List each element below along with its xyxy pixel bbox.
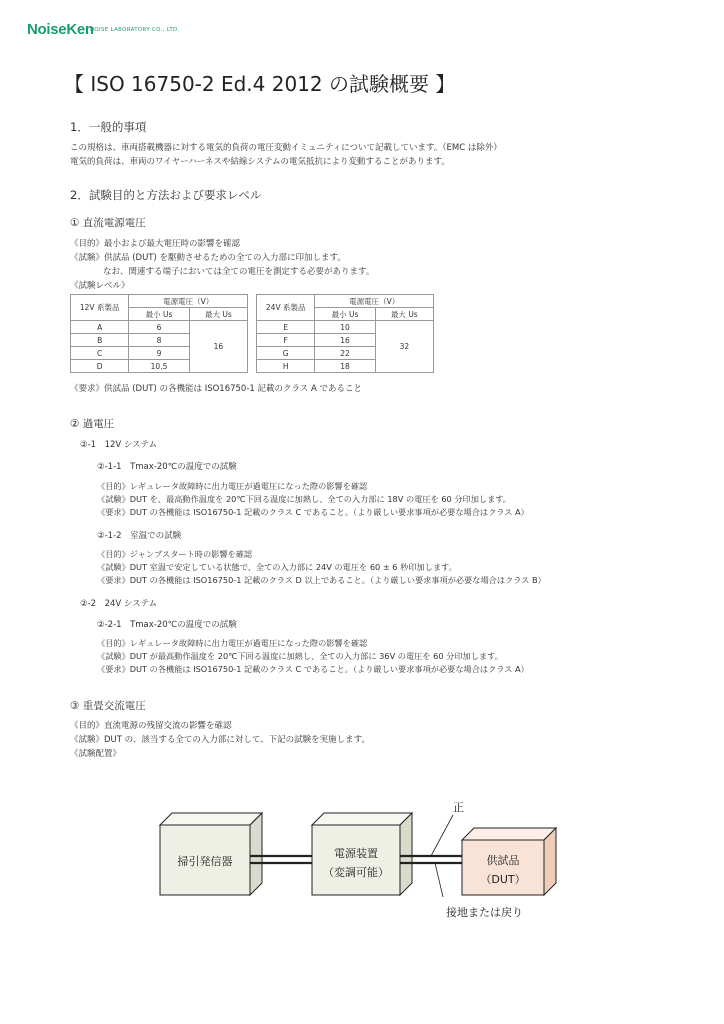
ground-label: 接地または戻り bbox=[446, 906, 523, 919]
positive-label: 正 bbox=[453, 801, 464, 814]
ov-1-2-requirement: 《要求》DUT の各機能は ISO16750-1 記載のクラス D 以上であること。（より厳しい要求事項が必要な場合はクラス B） bbox=[97, 575, 546, 585]
table-24v-min-header: 最小 Us bbox=[315, 308, 375, 321]
table-12v-supply: 電源電圧（V） bbox=[129, 295, 248, 308]
dc-purpose: 《目的》最小および最大電圧時の影響を確認 bbox=[70, 239, 241, 249]
table-12v-min-header: 最小 Us bbox=[129, 308, 189, 321]
table-cell: 10.5 bbox=[129, 360, 189, 373]
sweep-generator-box bbox=[160, 813, 262, 895]
company-logo: NoiseKen bbox=[27, 21, 94, 38]
table-cell: 6 bbox=[129, 321, 189, 334]
table-cell: 18 bbox=[315, 360, 375, 373]
ov-case-2-1: ②-2-1 Tmax-20℃の温度での試験 bbox=[97, 620, 237, 630]
table-cell: 22 bbox=[315, 347, 375, 360]
table-cell: C bbox=[71, 347, 129, 360]
company-name: NOISE LABORATORY CO., LTD. bbox=[90, 27, 180, 33]
dc-level-label: 《試験レベル》 bbox=[70, 281, 130, 291]
ov-2-1-test: 《試験》DUT が最高動作温度を 20℃下回る温度に加熱し、全ての入力部に 36V の電圧を 60 分印加します。 bbox=[97, 651, 503, 661]
table-cell: E bbox=[257, 321, 315, 334]
ov-12v-system: ②-1 12V システム bbox=[80, 440, 158, 450]
table-cell: D bbox=[71, 360, 129, 373]
psu-label-2: （変調可能） bbox=[323, 866, 389, 879]
dut-label-1: 供試品 bbox=[486, 854, 520, 867]
page-title: 【 ISO 16750-2 Ed.4 2012 の試験概要 】 bbox=[64, 72, 456, 96]
table-cell: 8 bbox=[129, 334, 189, 347]
dc-requirement: 《要求》供試品 (DUT) の各機能は ISO16750-1 記載のクラス A であること bbox=[70, 384, 362, 394]
section-1-text-1: この規格は、車両搭載機器に対する電気的負荷の電圧変動イミュニティについて記載しています。（EMC は除外） bbox=[70, 143, 502, 153]
ov-1-2-purpose: 《目的》ジャンプスタート時の影響を確認 bbox=[97, 549, 253, 559]
table-24v-max-header: 最大 Us bbox=[375, 308, 433, 321]
section-1-heading: 1．一般的事項 bbox=[70, 120, 147, 134]
dc-note: なお、関連する端子においては全ての電圧を測定する必要があります。 bbox=[103, 267, 375, 277]
table-cell: B bbox=[71, 334, 129, 347]
ac-purpose: 《目的》直流電源の残留交流の影響を確認 bbox=[70, 721, 232, 731]
psu-label-1: 電源装置 bbox=[334, 847, 378, 860]
table-row bbox=[257, 321, 434, 334]
ov-2-1-requirement: 《要求》DUT の各機能は ISO16750-1 記載のクラス C であること。（より厳しい要求事項が必要な場合はクラス A） bbox=[97, 664, 529, 674]
table-cell: 9 bbox=[129, 347, 189, 360]
table-24v-max-value: 32 bbox=[375, 321, 433, 373]
dc-test: 《試験》供試品 (DUT) を駆動させるための全ての入力部に印加します。 bbox=[70, 253, 346, 263]
ov-1-1-purpose: 《目的》レギュレータ故障時に出力電圧が過電圧になった際の影響を確認 bbox=[97, 481, 368, 491]
dut-box-face bbox=[462, 840, 544, 895]
ac-test: 《試験》DUT の、該当する全ての入力部に対して、下記の試験を実施します。 bbox=[70, 735, 370, 745]
ov-case-1-2: ②-1-2 室温での試験 bbox=[97, 531, 182, 541]
table-24v bbox=[256, 294, 434, 373]
table-24v-system: 24V 系製品 bbox=[257, 295, 315, 321]
table-12v-max-value: 16 bbox=[189, 321, 247, 373]
ov-1-1-test: 《試験》DUT を、最高動作温度を 20℃下回る温度に加熱し、全ての入力部に 18V の電圧を 60 分印加します。 bbox=[97, 494, 511, 504]
ov-2-1-purpose: 《目的》レギュレータ故障時に出力電圧が過電圧になった際の影響を確認 bbox=[97, 638, 368, 648]
table-12v-max-header: 最大 Us bbox=[189, 308, 247, 321]
table-24v-supply: 電源電圧（V） bbox=[315, 295, 434, 308]
ov-case-1-1: ②-1-1 Tmax-20℃の温度での試験 bbox=[97, 462, 237, 472]
ac-layout-label: 《試験配置》 bbox=[70, 749, 122, 759]
table-cell: 16 bbox=[315, 334, 375, 347]
ov-1-1-requirement: 《要求》DUT の各機能は ISO16750-1 記載のクラス C であること。（より厳しい要求事項が必要な場合はクラス A） bbox=[97, 507, 529, 517]
table-cell: A bbox=[71, 321, 129, 334]
ac-heading: ③ 重畳交流電圧 bbox=[70, 700, 146, 712]
table-cell: G bbox=[257, 347, 315, 360]
sweep-label: 掃引発信器 bbox=[177, 855, 233, 868]
test-setup-svg bbox=[150, 795, 570, 930]
table-row bbox=[71, 321, 248, 334]
psu-box-face bbox=[312, 825, 400, 895]
table-cell: 10 bbox=[315, 321, 375, 334]
section-1-text-2: 電気的負荷は、車両のワイヤーハーネスや結線システムの電気抵抗により変動することがあります。 bbox=[70, 157, 450, 167]
ov-heading: ② 過電圧 bbox=[70, 418, 115, 430]
section-2-heading: 2．試験目的と方法および要求レベル bbox=[70, 188, 262, 202]
power-supply-box bbox=[312, 813, 412, 895]
test-setup-diagram bbox=[150, 795, 570, 930]
table-12v bbox=[70, 294, 248, 373]
dut-label-2: （DUT） bbox=[480, 873, 526, 886]
table-12v-system: 12V 系製品 bbox=[71, 295, 129, 321]
dut-box bbox=[462, 828, 556, 895]
table-cell: H bbox=[257, 360, 315, 373]
dc-heading: ① 直流電源電圧 bbox=[70, 217, 146, 229]
ov-1-2-test: 《試験》DUT 室温で安定している状態で、全ての入力部に 24V の電圧を 60 ± 6 秒印加します。 bbox=[97, 562, 457, 572]
table-cell: F bbox=[257, 334, 315, 347]
ov-24v-system: ②-2 24V システム bbox=[80, 599, 158, 609]
